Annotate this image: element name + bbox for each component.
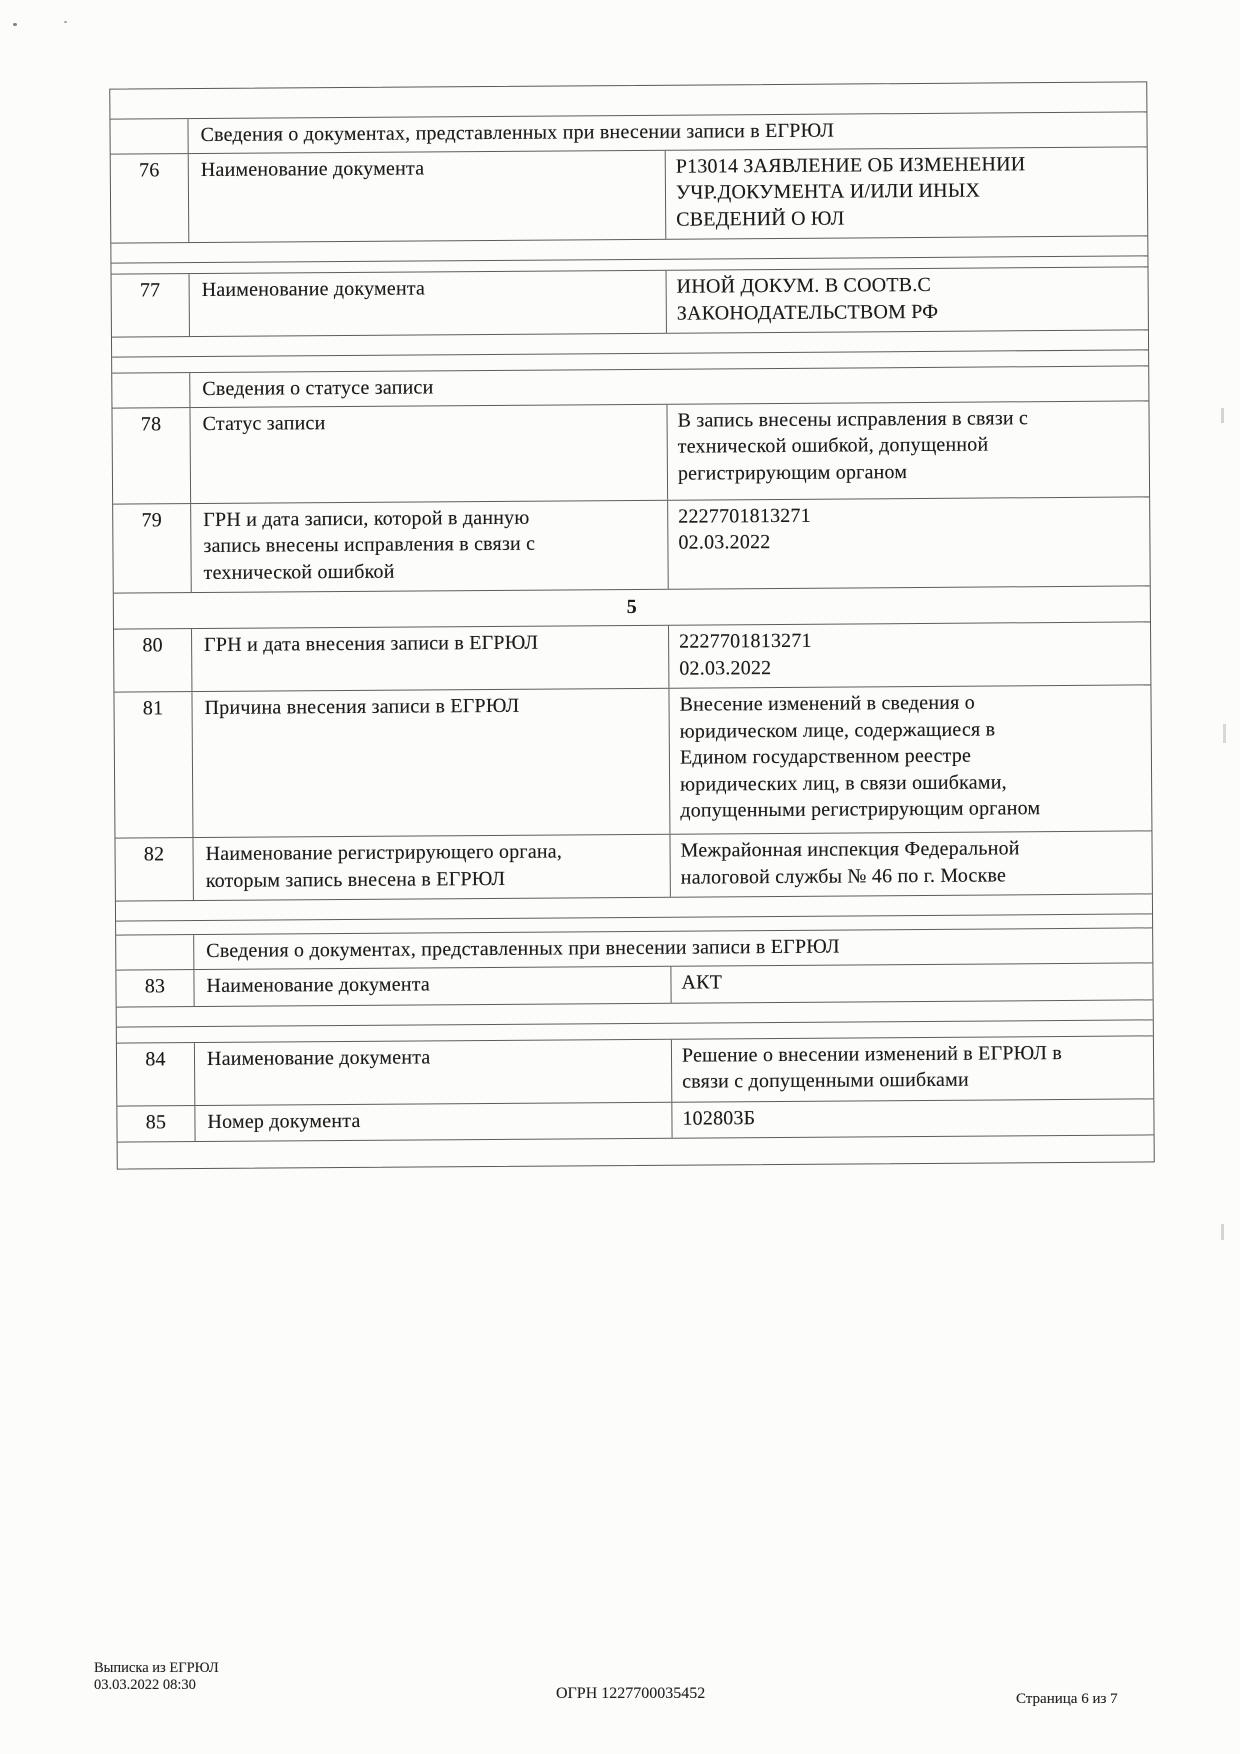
row-number: 80	[114, 629, 192, 692]
row-number: 79	[113, 504, 192, 593]
row-value: 2227701813271 02.03.2022	[678, 504, 811, 554]
row-value: Внесение изменений в сведения о юридическом лице, содержащиеся в Едином государственном реестре юридических лиц, в связи ошибками, допущенными регистрирующим органом	[679, 691, 1041, 822]
section-title: Сведения о документах, представленных при внесении записи в ЕГРЮЛ	[206, 935, 840, 962]
table-row	[115, 831, 1151, 901]
table-row	[113, 497, 1150, 594]
footer-page-info: Страница 6 из 7	[1016, 1691, 1118, 1707]
footer-left-block	[94, 1660, 219, 1694]
section-title: Сведения о статусе записи	[202, 376, 434, 400]
egrul-records-table	[109, 81, 1155, 1169]
footer-ogrn: ОГРН 1227700035452	[556, 1685, 706, 1702]
scan-artifact	[13, 23, 17, 26]
table-row	[114, 622, 1150, 692]
scan-artifact	[1221, 1224, 1224, 1240]
row-number: 84	[117, 1043, 195, 1106]
row-value: 2227701813271 02.03.2022	[679, 629, 812, 680]
row-label: Номер документа	[195, 1102, 672, 1141]
scan-artifact	[1223, 724, 1226, 743]
footer-datetime: 03.03.2022 08:30	[94, 1677, 196, 1693]
row-label: ГРН и дата внесения записи в ЕГРЮЛ	[192, 626, 669, 691]
table-row	[112, 401, 1149, 504]
row-label: Статус записи	[190, 404, 668, 502]
table-row	[114, 685, 1151, 838]
row-number-cell	[110, 119, 188, 153]
table-row	[117, 1036, 1153, 1106]
row-number: 83	[116, 970, 194, 1007]
scan-artifact	[64, 21, 67, 23]
row-number: 82	[115, 838, 193, 901]
row-number-cell	[116, 935, 194, 969]
row-value: 102803Б	[682, 1106, 756, 1130]
row-value: ИНОЙ ДОКУМ. В СООТВ.С ЗАКОНОДАТЕЛЬСТВОМ РФ	[676, 273, 939, 325]
row-value: АКТ	[681, 970, 723, 994]
row-number: 76	[111, 154, 190, 243]
row-value: Р13014 ЗАЯВЛЕНИЕ ОБ ИЗМЕНЕНИИ УЧР.ДОКУМЕНТА И/ИЛИ ИНЫХ СВЕДЕНИЙ О ЮЛ	[675, 152, 1026, 231]
row-number-cell	[112, 373, 190, 407]
scan-artifact	[1221, 408, 1224, 423]
row-number: 85	[117, 1106, 195, 1142]
section-title: Сведения о документах, представленных при внесении записи в ЕГРЮЛ	[200, 119, 835, 146]
row-label: Причина внесения записи в ЕГРЮЛ	[192, 689, 670, 837]
inner-page-number: 5	[626, 596, 638, 619]
row-label: Наименование документа	[194, 966, 671, 1005]
footer-doc-title: Выписка из ЕГРЮЛ	[94, 1660, 219, 1676]
table-row	[112, 267, 1148, 337]
row-number: 77	[112, 274, 190, 337]
row-label: Наименование документа	[190, 271, 667, 336]
row-label: Наименование документа	[195, 1039, 672, 1104]
table-row	[111, 147, 1148, 244]
row-label: Наименование документа	[189, 150, 667, 242]
row-value: В запись внесены исправления в связи с технической ошибкой, допущенной регистрирующим органом	[677, 406, 1029, 485]
row-label: Наименование регистрирующего органа, которым запись внесена в ЕГРЮЛ	[193, 835, 670, 900]
row-number: 78	[112, 408, 191, 504]
row-value: Решение о внесении изменений в ЕГРЮЛ в связи с допущенными ошибками	[681, 1041, 1063, 1093]
row-value: Межрайонная инспекция Федеральной налоговой службы № 46 по г. Москве	[680, 837, 1020, 889]
row-label: ГРН и дата записи, которой в данную запись внесены исправления в связи с технической ошибкой	[191, 500, 669, 592]
row-number: 81	[114, 692, 193, 838]
